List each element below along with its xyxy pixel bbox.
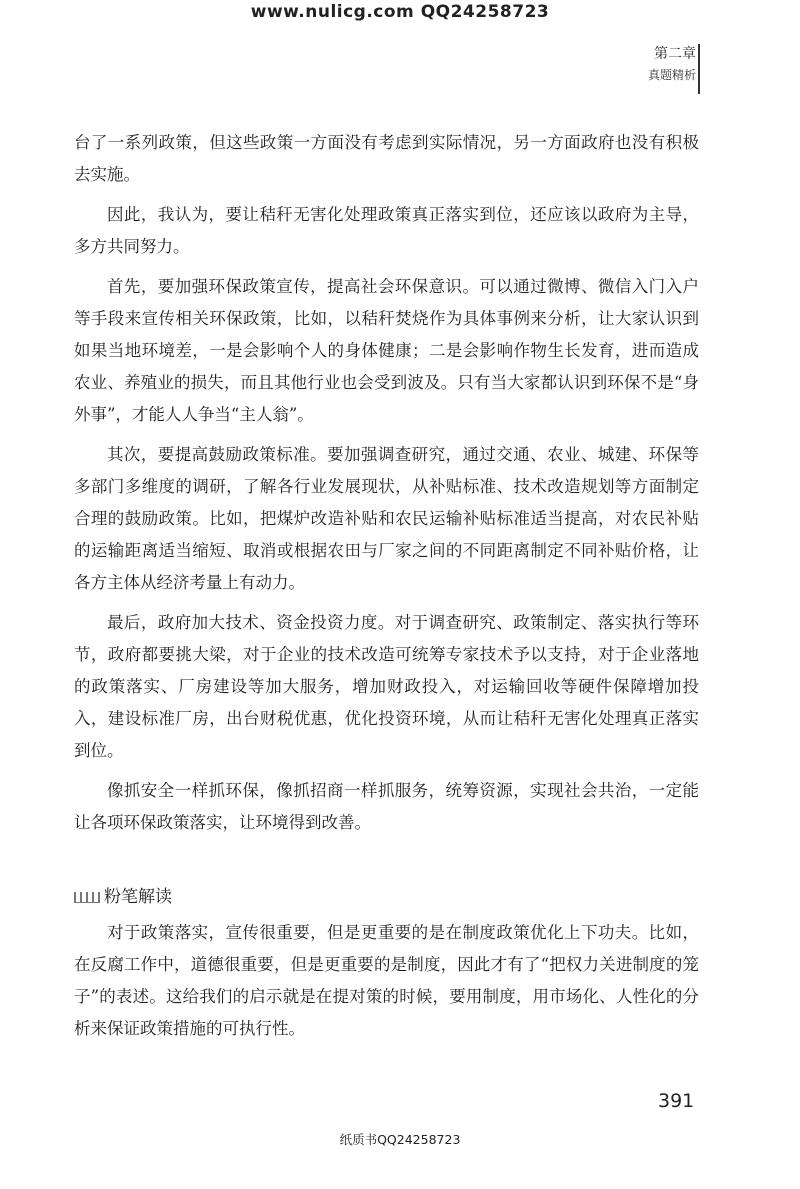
paragraph: 其次，要提高鼓励政策标准。要加强调查研究，通过交通、农业、城建、环保等多部门多维度的调研，了解各行业发展现状，从补贴标准、技术改造规划等方面制定合理的鼓励政策。比如，把煤炉改造补贴和农民运输补贴标准适当提高，对农民补贴的运输距离适当缩短、取消或根据农田与厂家之间的不同距离制定不同补贴价格，让各方主体从经济考量上有动力。 [74, 445, 699, 592]
running-header [648, 44, 696, 84]
watermark-bottom: 纸质书QQ24258723 [339, 1132, 461, 1147]
section-heading-text: 粉笔解读 [104, 887, 172, 907]
heading-marker-icon [74, 892, 100, 903]
paragraph: 最后，政府加大技术、资金投资力度。对于调查研究、政策制定、落实执行等环节，政府都要挑大梁，对于企业的技术改造可统筹专家技术予以支持，对于企业落地的政策落实、厂房建设等加大服务，增加财政投入，对运输回收等硬件保障增加投入，建设标准厂房，出台财税优惠，优化投资环境，从而让秸秆无害化处理真正落实到位。 [74, 613, 699, 760]
paragraph: 首先，要加强环保政策宣传，提高社会环保意识。可以通过微博、微信入门入户等手段来宣传相关环保政策，比如，以秸秆焚烧作为具体事例来分析，让大家认识到如果当地环境差，一是会影响个人的身体健康；二是会影响作物生长发育，进而造成农业、养殖业的损失，而且其他行业也会受到波及。只有当大家都认识到环保不是“身外事”，才能人人争当“主人翁”。 [74, 277, 699, 424]
header-divider [698, 44, 700, 94]
watermark-top: www.nulicg.com QQ24258723 [250, 2, 550, 22]
page-number: 391 [658, 1090, 695, 1112]
section-label: 真题精析 [647, 68, 696, 82]
page-body [74, 127, 699, 1045]
paragraph: 因此，我认为，要让秸秆无害化处理政策真正落实到位，还应该以政府为主导，多方共同努力。 [74, 205, 699, 256]
paragraph-continuation: 台了一系列政策，但这些政策一方面没有考虑到实际情况，另一方面政府也没有积极去实施。 [74, 133, 699, 184]
chapter-label: 第二章 [654, 46, 696, 62]
paragraph: 像抓安全一样抓环保，像抓招商一样抓服务，统筹资源，实现社会共治，一定能让各项环保政策落实，让环境得到改善。 [74, 781, 699, 832]
interpretation-paragraph: 对于政策落实，宣传很重要，但是更重要的是在制度政策优化上下功夫。比如，在反腐工作中，道德很重要，但是更重要的是制度，因此才有了“把权力关进制度的笼子”的表述。这给我们的启示就是在提对策的时候，要用制度，用市场化、人性化的分析来保证政策措施的可执行性。 [74, 923, 699, 1038]
section-heading [74, 881, 699, 913]
